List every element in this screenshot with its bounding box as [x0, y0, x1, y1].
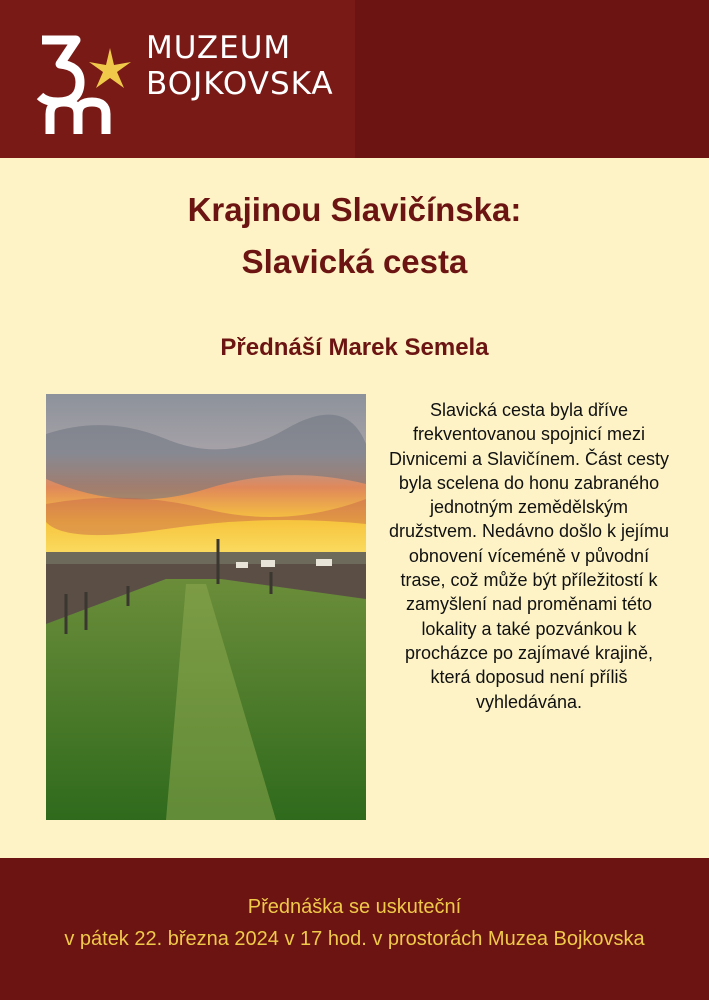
title-line-1: Krajinou Slavičínska:: [187, 191, 522, 228]
event-description: Slavická cesta byla dříve frekventovanou spojnicí mezi Divnicemi a Slavičínem. Část cesty byla scelena do honu zabraného jednotným zemědělským družstvem. Nedávno došlo k jejímu obnovení víceméně v původní trase, což může být příležitostí k zamyšlení nad proměnami této lokality a také pozvánkou k procházce po zajímavé krajině, která doposud není příliš vyhledávána.: [388, 400, 670, 712]
logo-text: [146, 30, 334, 102]
footer-banner: [0, 858, 709, 1000]
title-line-2: Slavická cesta: [241, 243, 468, 280]
sunset-field-path-photo-icon: [46, 394, 366, 820]
landscape-photo: [46, 394, 366, 820]
museum-logo-icon: [36, 30, 146, 136]
logo-line-muzeum: MUZEUM: [146, 30, 292, 66]
footer-line-1: Přednáška se uskuteční: [247, 896, 462, 918]
footer-line-2: v pátek 22. března 2024 v 17 hod. v prostorách Muzea Bojkovska: [64, 928, 645, 950]
header-banner: [0, 0, 709, 158]
lecturer-subtitle: Přednáší Marek Semela: [220, 334, 489, 361]
logo-line-bojkovska: BOJKOVSKA: [146, 66, 334, 102]
